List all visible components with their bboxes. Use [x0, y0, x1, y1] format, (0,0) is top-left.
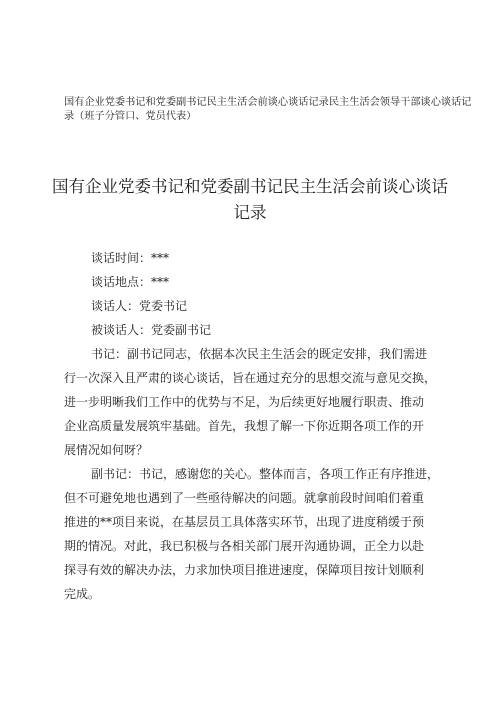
meta-talk-place: 谈话地点：***: [91, 275, 170, 289]
document-title-line-2: 记录: [233, 203, 267, 222]
paragraph-2-line-5: 探寻有效的解决办法，力求加快项目推进速度，保障项目按计划顺利: [64, 563, 425, 577]
paragraph-2-line-4: 期的情况。对此，我已积极与各相关部门展开沟通协调，正全力以赴: [64, 539, 425, 553]
paragraph-1-line-1: 书记：副书记同志，依据本次民主生活会的既定安排，我们需进: [91, 347, 428, 361]
paragraph-1-line-3: 进一步明晰我们工作中的优势与不足，为后续更好地履行职责、推动: [64, 395, 425, 409]
meta-speaker: 谈话人：党委书记: [91, 299, 188, 313]
meta-talk-time: 谈话时间：***: [91, 251, 170, 265]
paragraph-2-line-1: 副书记：书记，感谢您的关心。整体而言，各项工作正有序推进，: [91, 467, 440, 481]
document-title-line-1: 国有企业党委书记和党委副书记民主生活会前谈心谈话: [52, 177, 448, 196]
paragraph-2-line-3: 推进的**项目来说，在基层员工具体落实环节，出现了进度稍缓于预: [64, 515, 425, 529]
meta-listener: 被谈话人：党委副书记: [91, 323, 212, 337]
header-text-line-2: 录（班子分管口、党员代表）: [64, 111, 197, 122]
paragraph-2-line-6: 完成。: [64, 587, 101, 601]
paragraph-1-line-2: 行一次深入且严肃的谈心谈话，旨在通过充分的思想交流与意见交换，: [64, 371, 437, 385]
paragraph-2-line-2: 但不可避免地也遇到了一些亟待解决的问题。就拿前段时间咱们着重: [64, 491, 425, 505]
paragraph-1-line-5: 展情况如何呀？: [64, 443, 149, 457]
paragraph-1-line-4: 企业高质量发展筑牢基础。首先，我想了解一下你近期各项工作的开: [64, 419, 425, 433]
header-text-line-1: 国有企业党委书记和党委副书记民主生活会前谈心谈话记录民主生活会领导干部谈心谈话记: [64, 97, 472, 108]
